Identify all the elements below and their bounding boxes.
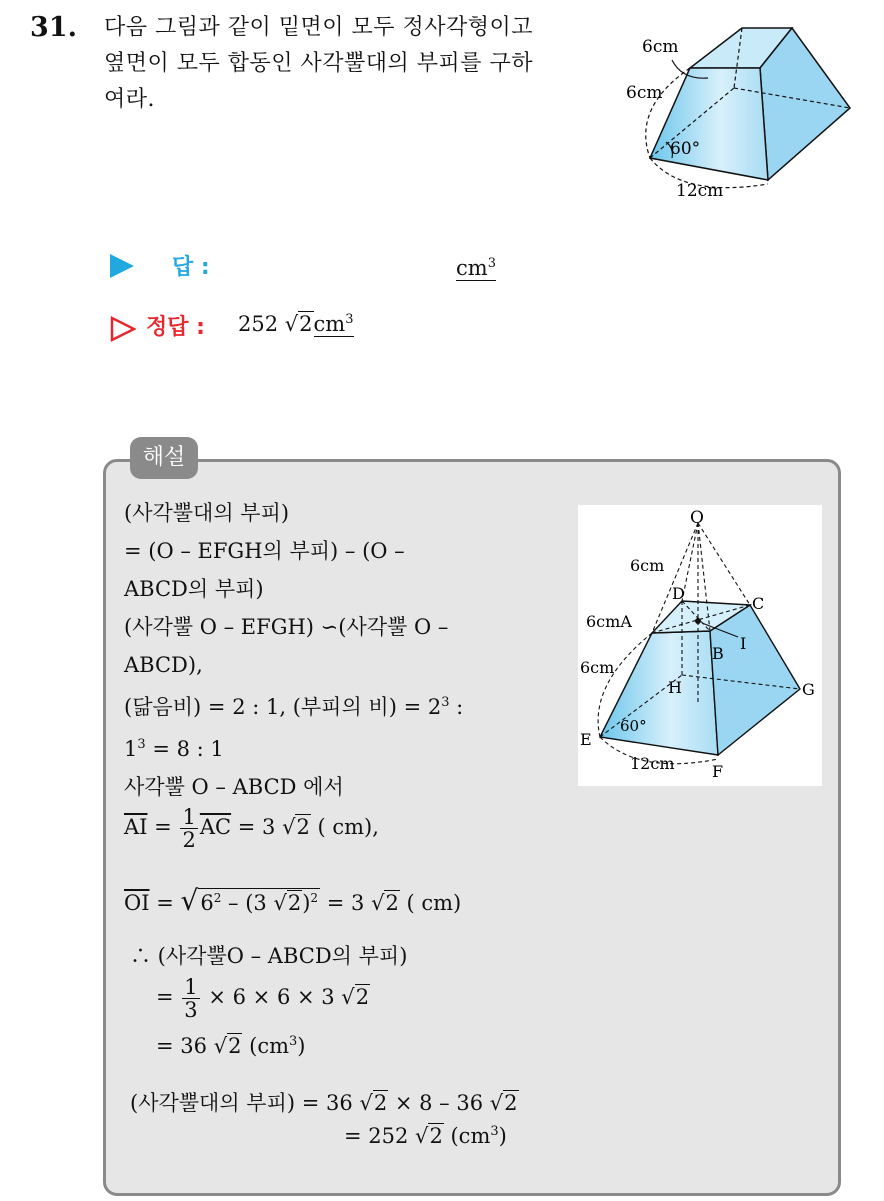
oi-equation: $\overline{OI} = √6^2 - (3$ √2)$^2$ = 3 √2 ( cm) — [124, 884, 462, 917]
correct-value: 252 $√2cm^3$ — [238, 312, 354, 336]
figure2-label: C — [752, 594, 765, 613]
solution-line: = (O – EFGH의 부피) – (O – — [124, 539, 405, 563]
pyramid-figure — [578, 505, 822, 786]
outline-triangle-icon — [110, 316, 136, 342]
ai-equation: $\overline{AI}$ = $\frac{1}{2}$ $\overline{AC} = 3$ √2 ( cm), — [124, 805, 379, 852]
question-number: 31. — [30, 12, 77, 43]
figure2-label: 6cm — [580, 658, 615, 677]
right-face — [710, 605, 800, 755]
solution-text — [124, 494, 564, 806]
question-text — [104, 10, 604, 118]
answer-unit[interactable]: $cm^3$ — [456, 252, 496, 281]
solution-line: $1^3 = 8$ : 1 — [124, 737, 224, 761]
answer-label: 답 : — [172, 255, 210, 280]
figure2-label: I — [740, 634, 747, 653]
small-volume-head: ∴ (사각뿔O – ABCD의 부피) — [130, 944, 408, 968]
frustum-volume-eq1: (사각뿔대의 부피) = 36 √2 × 8 – 36 √2 — [130, 1091, 518, 1115]
frustum-volume-eq2: = 252 √2 $(cm^3)$ — [344, 1124, 507, 1148]
small-volume-eq1: = $\frac{1}{3}$ × 6 × 6 × 3 √2 — [156, 975, 370, 1022]
figure1-label: 6cm — [642, 37, 679, 57]
figure2-label: 60° — [620, 717, 647, 735]
figure2-label: B — [712, 644, 724, 663]
solution-line: (사각뿔 O – EFGH) ∽(사각뿔 O – — [124, 615, 449, 639]
figure1-label: 60° — [670, 139, 701, 159]
figure2-label: H — [668, 678, 682, 697]
figure2-label: E — [580, 730, 592, 749]
figure2-label: G — [802, 680, 815, 699]
play-triangle-icon — [110, 254, 134, 278]
frustum-figure — [612, 8, 872, 208]
correct-label: 정답 : — [146, 315, 205, 340]
solution-line: (사각뿔대의 부피) — [124, 501, 290, 525]
figure2-label: D — [672, 584, 685, 603]
answer-row — [110, 250, 530, 284]
figure1-label: 12cm — [676, 181, 724, 201]
question-line: 옆면이 모두 합동인 사각뿔대의 부피를 구하 — [104, 51, 534, 76]
small-volume-eq2: = 36 √2 $(cm^3)$ — [156, 1034, 306, 1058]
solution-line: (닮음비) = 2 : 1, (부피의 비) = $2^3$ : — [124, 695, 464, 719]
figure2-label: 6cmA — [586, 612, 632, 631]
solution-line: ABCD), — [124, 653, 203, 677]
figure2-label: F — [712, 762, 724, 781]
figure1-label: 6cm — [626, 83, 663, 103]
right-face — [760, 28, 850, 180]
question-line: 다음 그림과 같이 밑면이 모두 정사각형이고 — [104, 15, 534, 40]
figure2-label: 12cm — [630, 754, 675, 773]
front-face — [650, 68, 768, 180]
solution-line: ABCD의 부피) — [124, 577, 264, 601]
figure2-label: O — [690, 508, 704, 528]
question-line: 여라. — [104, 87, 155, 112]
solution-line: 사각뿔 O – ABCD 에서 — [124, 775, 344, 799]
solution-tag: 해설 — [130, 437, 198, 479]
figure2-label: 6cm — [630, 556, 665, 575]
correct-answer-row — [110, 310, 590, 346]
